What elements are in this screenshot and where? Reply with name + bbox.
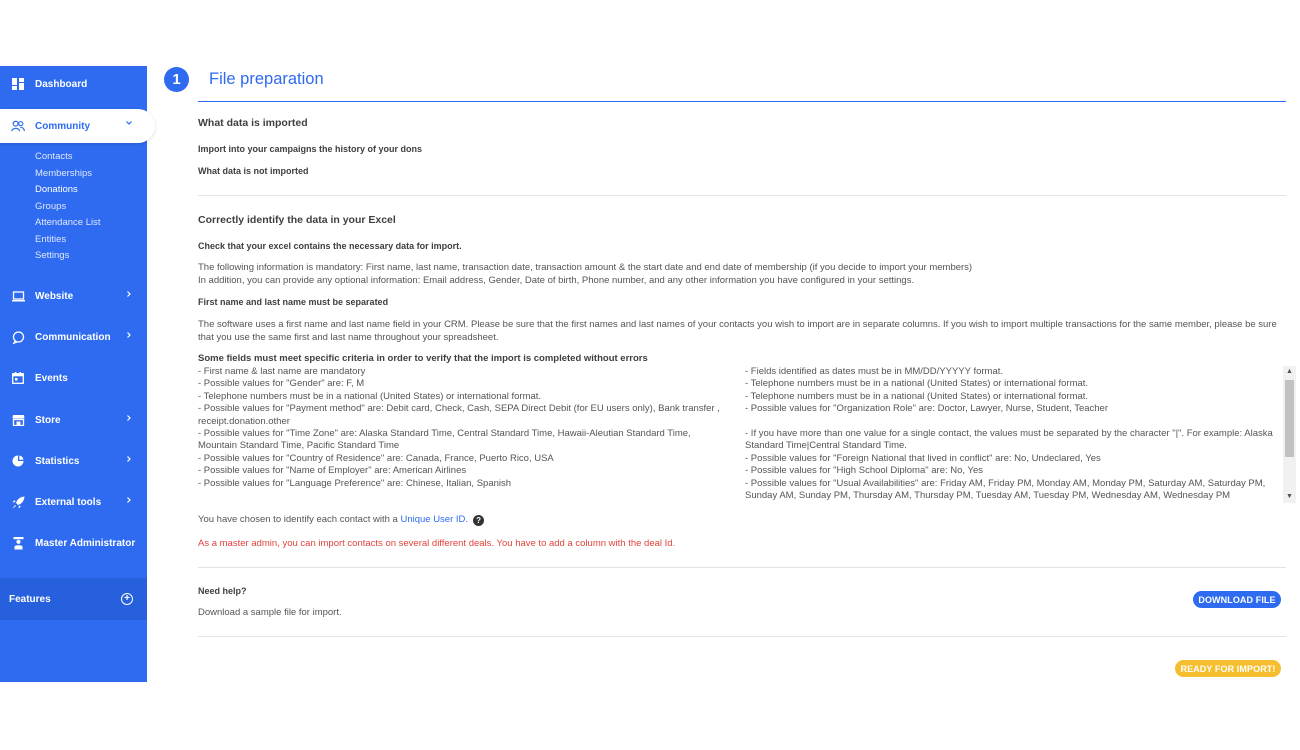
- imported-text: Import into your campaigns the history of your dons: [198, 144, 423, 154]
- section-divider: [198, 195, 1286, 196]
- community-submenu: [35, 149, 101, 265]
- submenu-item-groups[interactable]: Groups: [35, 200, 67, 212]
- criteria-item: - Possible values for "Payment method" are: Debit card, Check, Cash, SEPA Direct Debit (for EU users only), Bank transfer , receipt.donation.other: [198, 403, 720, 427]
- sidebar-item-label: External tools: [35, 496, 102, 508]
- criteria-item: - Possible values for "Usual Availabilities" are: Friday AM, Friday PM, Monday AM, Monday PM, Saturday AM, Saturday PM, Sunday AM, Sunday PM, Thursday AM, Thursday PM, Tuesday AM, Tuesday PM, Wednesday AM, Wednesday PM: [745, 477, 1266, 502]
- criteria-item: - Telephone numbers must be in a national (United States) or international format.: [198, 390, 542, 402]
- criteria-item: - If you have more than one value for a single contact, the values must be separated by the character "|". For example: Alaska Standard Time|Central Standard Time.: [745, 428, 1273, 452]
- criteria-item: - Possible values for "Country of Residence" are: Canada, France, Puerto Rico, USA: [198, 452, 554, 464]
- criteria-item: - First name & last name are mandatory: [198, 366, 366, 377]
- sidebar-item-label: Dashboard: [35, 78, 88, 90]
- criteria-item: - Fields identified as dates must be in MM/DD/YYYYY format.: [745, 366, 1004, 377]
- sidebar-item-dashboard[interactable]: [0, 67, 147, 101]
- chevron-down-icon: [125, 119, 133, 130]
- sidebar-item-communication[interactable]: [0, 320, 147, 354]
- step-number-badge: 1: [164, 67, 189, 92]
- criteria-right-column: [745, 366, 1275, 502]
- what-imported-heading: What data is imported: [198, 117, 308, 129]
- external-tools-icon: [11, 495, 25, 509]
- sidebar-item-external-tools[interactable]: [0, 485, 147, 519]
- ready-for-import-button[interactable]: READY FOR IMPORT!: [1175, 660, 1281, 677]
- separated-text: The software uses a first name and last name field in your CRM. Please be sure that the first names and last names of your contacts you wish to import are in separate columns. If you wish to import multiple transactions for the same member, please be sure that you use the same first and last name throughout your spreadsheet.: [198, 319, 1277, 343]
- title-divider: [198, 101, 1286, 102]
- master-admin-icon: [11, 536, 25, 550]
- identify-heading: Correctly identify the data in your Excel: [198, 214, 396, 226]
- criteria-item: - Telephone numbers must be in a national (United States) or international format.: [745, 378, 1089, 390]
- uid-note: [198, 514, 484, 526]
- help-icon[interactable]: ?: [473, 515, 484, 526]
- need-help-heading: Need help?: [198, 586, 247, 596]
- features-toggle[interactable]: [0, 578, 147, 620]
- chevron-right-icon: [125, 496, 133, 507]
- events-icon: [11, 371, 25, 385]
- optional-line: In addition, you can provide any optional information: Email address, Gender, Date of birth, Phone number, and any other information you have configured in your settings.: [198, 274, 915, 286]
- sidebar-item-statistics[interactable]: [0, 444, 147, 478]
- criteria-item: - Possible values for "Organization Role" are: Doctor, Lawyer, Nurse, Student, Teacher: [745, 403, 1108, 415]
- download-file-button[interactable]: DOWNLOAD FILE: [1193, 591, 1281, 608]
- submenu-item-entities[interactable]: Entities: [35, 233, 67, 245]
- chevron-right-icon: [125, 455, 133, 466]
- sidebar-item-website[interactable]: [0, 279, 147, 313]
- sample-file-text: Download a sample file for import.: [198, 607, 342, 618]
- criteria-box[interactable]: [198, 353, 1296, 504]
- sidebar-item-label: Master Administrator: [35, 537, 136, 549]
- criteria-item: - Possible values for "High School Diploma" are: No, Yes: [745, 465, 984, 477]
- sidebar-item-label: Community: [35, 120, 90, 132]
- not-imported-text: What data is not imported: [198, 166, 309, 176]
- sidebar-item-label: Store: [35, 414, 61, 426]
- plus-circle-icon: +: [121, 593, 133, 605]
- criteria-item: [745, 416, 1275, 428]
- criteria-item: - Possible values for "Gender" are: F, M: [198, 378, 365, 390]
- criteria-heading: Some fields must meet specific criteria in order to verify that the import is completed without errors: [198, 353, 648, 364]
- unique-user-id-link[interactable]: Unique User ID.: [400, 514, 469, 525]
- community-icon: [11, 119, 25, 133]
- section-divider: [198, 636, 1286, 637]
- mandatory-info: [198, 262, 1280, 287]
- criteria-item: - Possible values for "Language Preference" are: Chinese, Italian, Spanish: [198, 477, 512, 489]
- submenu-item-settings[interactable]: Settings: [35, 250, 70, 261]
- scroll-up-icon[interactable]: ▲: [1286, 368, 1293, 375]
- submenu-item-memberships[interactable]: Memberships: [35, 167, 93, 179]
- scrollbar-thumb[interactable]: [1285, 380, 1294, 457]
- statistics-icon: [11, 454, 25, 468]
- sidebar: [0, 66, 147, 682]
- submenu-item-attendance-list[interactable]: Attendance List: [35, 217, 101, 228]
- communication-icon: [11, 330, 25, 344]
- features-label: Features: [9, 593, 51, 605]
- chevron-right-icon: [125, 331, 133, 342]
- criteria-left-column: [198, 366, 728, 490]
- dashboard-icon: [11, 77, 25, 91]
- sidebar-item-label: Website: [35, 290, 74, 302]
- scroll-down-icon[interactable]: ▼: [1286, 493, 1293, 500]
- page-title: File preparation: [209, 70, 324, 88]
- website-icon: [11, 289, 25, 303]
- criteria-item: - Telephone numbers must be in a national (United States) or international format.: [745, 390, 1089, 402]
- separated-heading: First name and last name must be separated: [198, 297, 389, 307]
- mandatory-line: The following information is mandatory: First name, last name, transaction date, transaction amount & the start date and end date of membership (if you decide to import your members): [198, 262, 973, 273]
- store-icon: [11, 413, 25, 427]
- uid-prefix: You have chosen to identify each contact with a: [198, 514, 401, 525]
- sidebar-item-master-administrator[interactable]: [0, 526, 147, 560]
- chevron-right-icon: [125, 414, 133, 425]
- submenu-item-donations[interactable]: Donations: [35, 184, 78, 195]
- sidebar-item-store[interactable]: [0, 403, 147, 437]
- sidebar-item-label: Communication: [35, 331, 111, 343]
- sidebar-item-label: Statistics: [35, 455, 80, 467]
- submenu-item-contacts[interactable]: Contacts: [35, 151, 73, 162]
- sidebar-item-events[interactable]: [0, 361, 147, 395]
- sidebar-item-label: Events: [35, 372, 68, 384]
- section-divider: [198, 567, 1286, 568]
- criteria-scrollbar[interactable]: [1283, 366, 1296, 503]
- master-admin-warning: As a master admin, you can import contacts on several different deals. You have to add a column with the deal Id.: [198, 538, 676, 549]
- criteria-item: - Possible values for "Name of Employer" are: American Airlines: [198, 465, 467, 477]
- check-heading: Check that your excel contains the necessary data for import.: [198, 241, 462, 251]
- chevron-right-icon: [125, 290, 133, 301]
- criteria-item: - Possible values for "Foreign National that lived in conflict" are: No, Undeclared, Yes: [745, 452, 1101, 464]
- sidebar-item-community[interactable]: [0, 109, 155, 143]
- criteria-item: - Possible values for "Time Zone" are: Alaska Standard Time, Central Standard Time, Hawaii-Aleutian Standard Time, Mountain Standard Time, Pacific Standard Time: [198, 428, 691, 452]
